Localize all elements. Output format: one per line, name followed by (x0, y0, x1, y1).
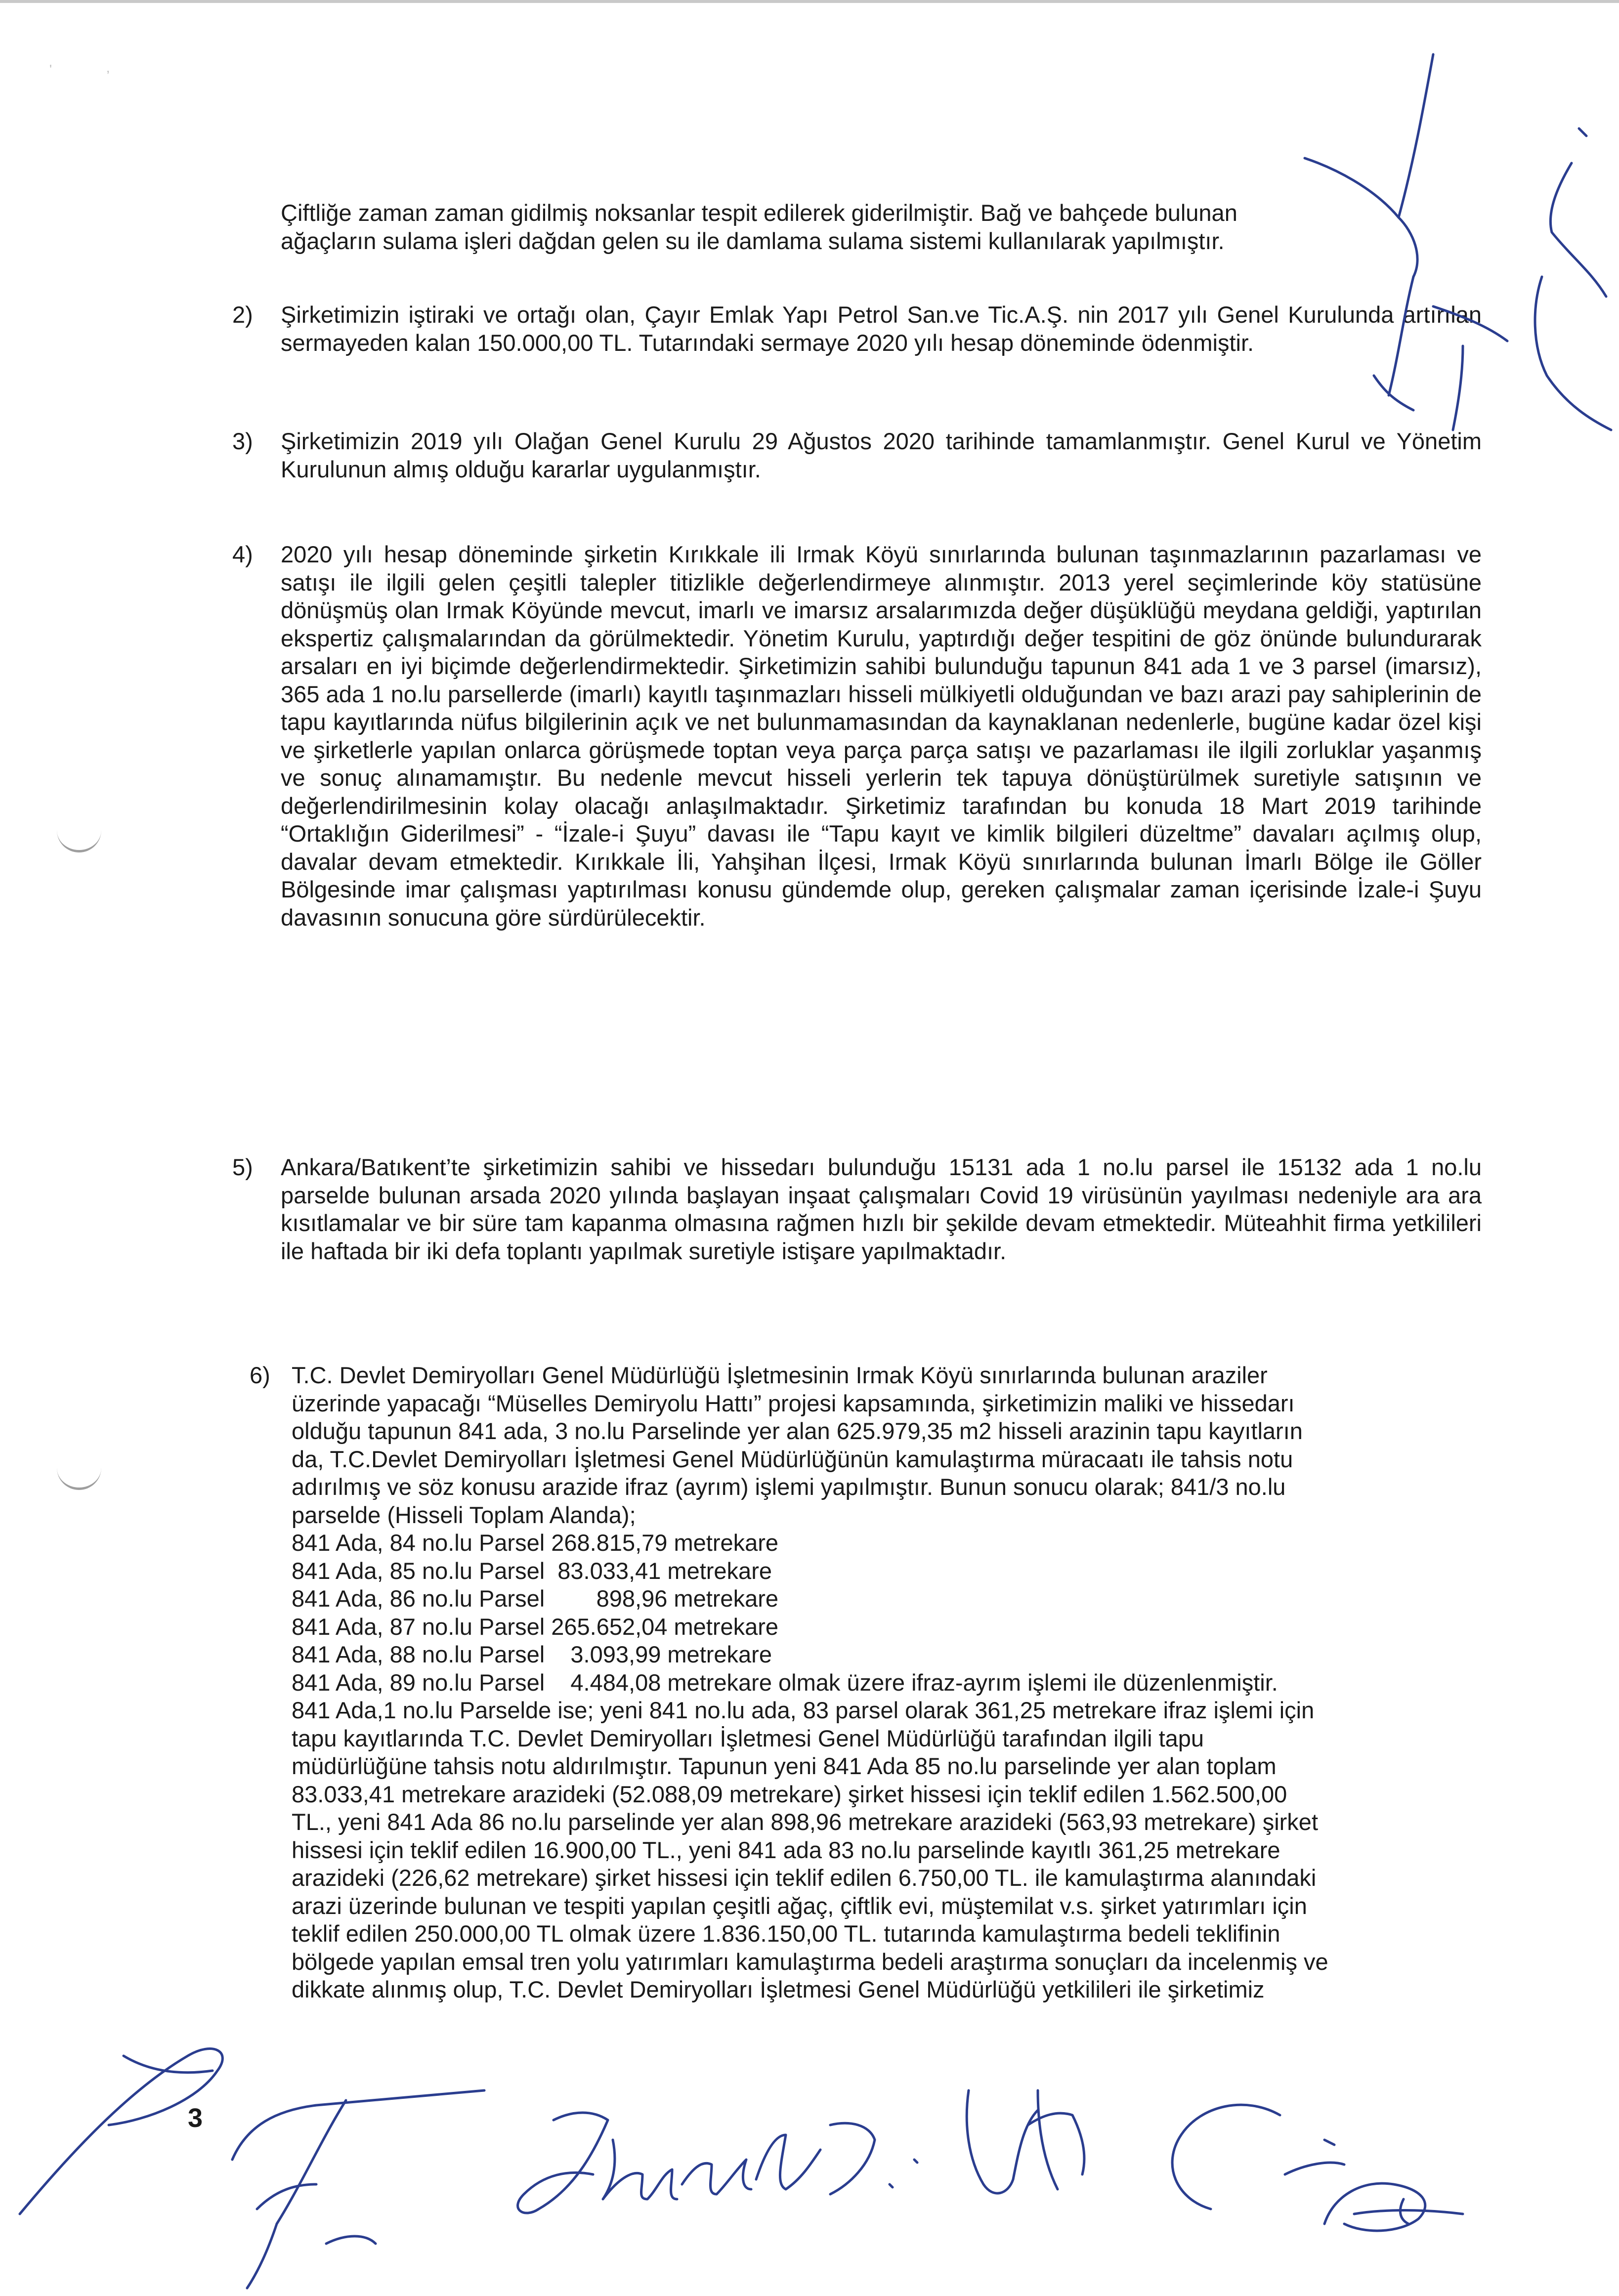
item-paragraph: Şirketimizin iştiraki ve ortağı olan, Çayır Emlak Yapı Petrol San.ve Tic.A.Ş. nin 2017 yılı Genel Kurulunda artırılan sermayeden kalan 150.000,00 TL. Tutarındaki sermaye 2020 yılı hesap döneminde ödenmiştir. (281, 301, 1482, 356)
item6-line: arazi üzerinde bulunan ve tespiti yapılan çeşitli ağaç, çiftlik evi, müştemilat v.s. şirket yatırımları için (292, 1892, 1307, 1919)
item-number: 3) (232, 428, 253, 454)
item6-line: dikkate alınmış olup, T.C. Devlet Demiryolları İşletmesi Genel Müdürlüğü yetkilileri ile şirketimiz (292, 1976, 1265, 2002)
item-number: 6) (250, 1362, 270, 1388)
item-number: 2) (232, 301, 253, 328)
parcel-line: 841 Ada, 87 no.lu Parsel 265.652,04 metrekare (292, 1613, 779, 1640)
signature-bottom-left (20, 2049, 484, 2288)
punch-hole (57, 1458, 101, 1490)
intro-line: Çiftliğe zaman zaman gidilmiş noksanlar tespit edilerek giderilmiştir. Bağ ve bahçede bulunan (281, 200, 1237, 226)
item6-line: hissesi için teklif edilen 16.900,00 TL., yeni 841 ada 83 no.lu parselinde kayıtlı 361,25 metrekare (292, 1836, 1280, 1863)
item-paragraph: 2020 yılı hesap döneminde şirketin Kırıkkale ili Irmak Köyü sınırlarında bulunan taşınmazlarının pazarlaması ve satışı ile ilgili gelen çeşitli talepler titizlikle değerlendirmeye alınmıştır. 2013 yerel seçimlerinde köy statüsüne dönüşmüş olan Irmak Köyünde mevcut, imarlı ve imarsız arsalarımızda değer düşüklüğü meydana geldiği, yaptırılan ekspertiz çalışmalarından da görülmektedir. Yönetim Kurulu, yaptırdığı değer tespitini de göz önünde bulundurarak arsaları en iyi biçimde değerlendirmektedir. Şirketimizin sahibi bulunduğu tapunun 841 ada 1 ve 3 parsel (imarsız), 365 ada 1 no.lu parsellerde (imarlı) kayıtlı taşınmazları hisseli mülkiyetli olduğundan ve bazı arazi pay sahiplerinin de tapu kayıtlarında nüfus bilgilerinin açık ve net bulunmamasından da kaynaklanan nedenlerle, bugüne kadar özel kişi ve şirketlerle yapılan onlarca görüşmede toptan veya parça parça satışı ve pazarlaması ile ilgili zorluklar yaşanmış ve sonuç alınamamıştır. Bu nedenle mevcut hisseli yerlerin tek tapuya dönüştürülmek suretiyle satışının ve değerlendirilmesinin kolay olacağı anlaşılmaktadır. Şirketimiz tarafından bu konuda 18 Mart 2019 tarihinde “Ortaklığın Giderilmesi” - “İzale-i Şuyu” davası ile “Tapu kayıt ve kimlik bilgileri düzeltme” davaları açılmış olup, davalar devam etmektedir. Kırıkkale İli, Yahşihan İlçesi, Irmak Köyü sınırlarında bulunan İmarlı Bölge ile Göller Bölgesinde imar çalışması yaptırılması konusu gündemde olup, gereken çalışmalar zaman içerisinde İzale-i Şuyu davasının sonucuna göre sürdürülecektir. (281, 541, 1482, 931)
item6-line: arazideki (226,62 metrekare) şirket hissesi için teklif edilen 6.750,00 TL. ile kamulaştırma alanındaki (292, 1865, 1317, 1891)
item6-line: bölgede yapılan emsal tren yolu yatırımları kamulaştırma bedeli araştırma sonuçları da incelenmiş ve (292, 1948, 1328, 1975)
item-number: 4) (232, 541, 253, 567)
scan-mark: , (106, 60, 110, 75)
signature-bottom-right (1172, 2105, 1463, 2231)
item6-line: parselde (Hisseli Toplam Alanda); (292, 1501, 636, 1528)
signature-middle (518, 2113, 917, 2213)
item6-line: da, T.C.Devlet Demiryolları İşletmesi Genel Müdürlüğünün kamulaştırma müracaatı ile tahsis notu (292, 1446, 1293, 1472)
intro-line: ağaçların sulama işleri dağdan gelen su ile damlama sulama sistemi kullanılarak yapılmıştır. (281, 228, 1225, 254)
item-number: 5) (232, 1154, 253, 1180)
item6-line: teklif edilen 250.000,00 TL olmak üzere 1.836.150,00 TL. tutarında kamulaştırma bedeli teklifinin (292, 1920, 1280, 1947)
parcel-line: 841 Ada, 86 no.lu Parsel 898,96 metrekare (292, 1585, 779, 1612)
item6-line: TL., yeni 841 Ada 86 no.lu parselinde yer alan 898,96 metrekare arazideki (563,93 metrekare) şirket (292, 1809, 1318, 1835)
parcel-line: 841 Ada, 84 no.lu Parsel 268.815,79 metrekare (292, 1530, 779, 1556)
item6-line: olduğu tapunun 841 ada, 3 no.lu Parselinde yer alan 625.979,35 m2 hisseli arazinin tapu kayıtların (292, 1418, 1303, 1444)
item6-line: 83.033,41 metrekare arazideki (52.088,09 metrekare) şirket hissesi için teklif edilen 1.562.500,00 (292, 1781, 1287, 1807)
item6-line: üzerinde yapacağı “Müselles Demiryolu Hattı” projesi kapsamında, şirketimizin maliki ve hissedarı (292, 1390, 1295, 1416)
scan-mark: ' (49, 62, 52, 77)
parcel-line: 841 Ada, 89 no.lu Parsel 4.484,08 metrekare olmak üzere ifraz-ayrım işlemi ile düzenlenmiştir. (292, 1669, 1278, 1696)
initials-top-right (1305, 54, 1611, 430)
signature-right-middle (967, 2090, 1084, 2193)
page-number: 3 (188, 2103, 203, 2133)
item6-line: müdürlüğüne tahsis notu aldırılmıştır. Tapunun yeni 841 Ada 85 no.lu parselinde yer alan toplam (292, 1753, 1277, 1779)
item-paragraph: Şirketimizin 2019 yılı Olağan Genel Kurulu 29 Ağustos 2020 tarihinde tamamlanmıştır. Genel Kurul ve Yönetim Kurulunun almış olduğu kararlar uygulanmıştır. (281, 428, 1482, 482)
item6-line: 841 Ada,1 no.lu Parselde ise; yeni 841 no.lu ada, 83 parsel olarak 361,25 metrekare ifraz işlemi için (292, 1697, 1315, 1723)
item6-line: tapu kayıtlarında T.C. Devlet Demiryolları İşletmesi Genel Müdürlüğü tarafından ilgili tapu (292, 1725, 1204, 1751)
item6-line: T.C. Devlet Demiryolları Genel Müdürlüğü İşletmesinin Irmak Köyü sınırlarında bulunan araziler (292, 1362, 1268, 1388)
punch-hole (57, 820, 101, 852)
parcel-line: 841 Ada, 88 no.lu Parsel 3.093,99 metrekare (292, 1641, 772, 1667)
item-paragraph: Ankara/Batıkent’te şirketimizin sahibi ve hissedarı bulunduğu 15131 ada 1 no.lu parsel ile 15132 ada 1 no.lu parselde bulunan arsada 2020 yılında başlayan inşaat çalışmaları Covid 19 virüsünün yayılması nedeniyle ara ara kısıtlamalar ve bir süre tam kapanma olmasına rağmen hızlı bir şekilde devam etmektedir. Müteahhit firma yetkilileri ile haftada bir iki defa toplantı yapılmak suretiyle istişare yapılmaktadır. (281, 1154, 1482, 1264)
parcel-line: 841 Ada, 85 no.lu Parsel 83.033,41 metrekare (292, 1557, 772, 1584)
top-edge-line (0, 0, 1619, 3)
item6-line: adırılmış ve söz konusu arazide ifraz (ayrım) işlemi yapılmıştır. Bunun sonucu olarak; 841/3 no.lu (292, 1474, 1286, 1500)
